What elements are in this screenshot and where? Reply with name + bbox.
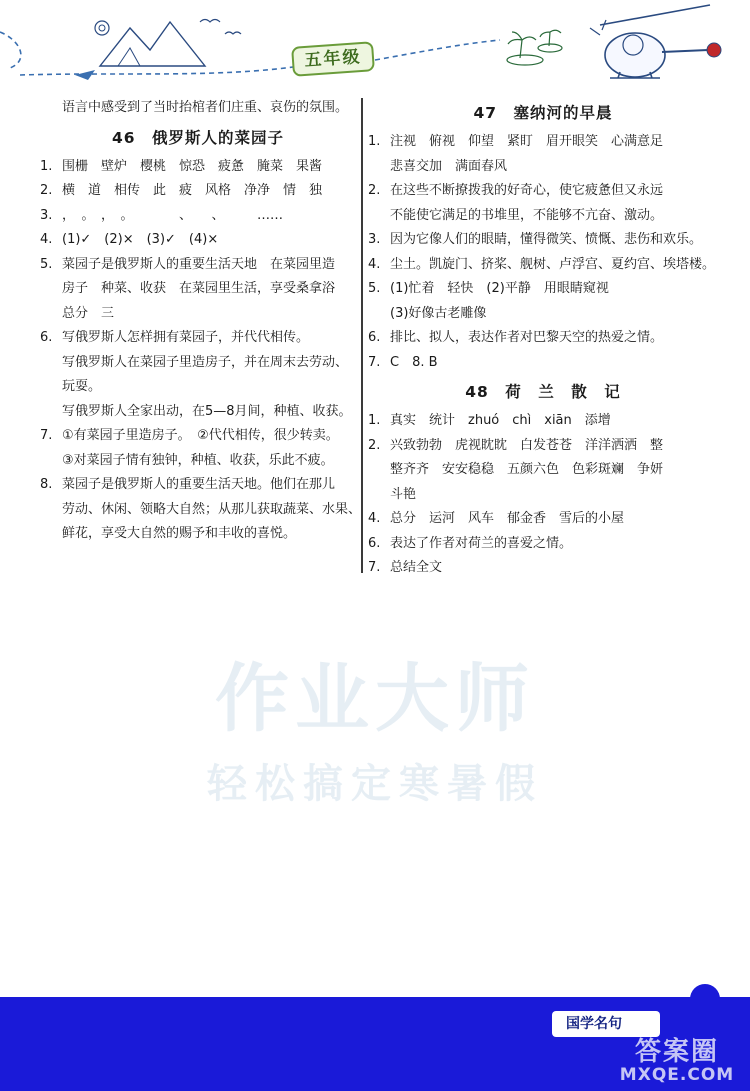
page-header (0, 0, 750, 95)
answer-number: 1. (368, 134, 381, 149)
answer-text: 写俄罗斯人全家出动，在5—8月间，种植、收获。 (62, 403, 352, 419)
section-47-answers (368, 130, 718, 375)
answer-text: 兴致勃勃 虎视眈眈 白发苍苍 洋洋洒洒 整 (390, 437, 664, 453)
answer-text: 写俄罗斯人怎样拥有菜园子，并代代相传。 (62, 330, 310, 345)
answer-text: ①有菜园子里造房子。 ②代代相传，很少转卖。 (62, 428, 339, 443)
answer-line (40, 277, 356, 302)
answer-line (368, 155, 718, 180)
answer-number: 3. (40, 207, 53, 223)
answer-number: 1. (368, 413, 381, 428)
answer-number: 4. (40, 232, 53, 247)
footer-tab-guoxue: 国学名句 (552, 1011, 660, 1037)
answer-text: 菜园子是俄罗斯人的重要生活天地 在菜园里造 (62, 256, 336, 272)
answer-line (368, 507, 718, 532)
answer-number: 3. (368, 232, 381, 247)
answer-line (368, 483, 718, 508)
section-48-answers (368, 409, 718, 581)
sun-icon (95, 21, 109, 35)
answer-line (40, 155, 356, 180)
answer-text: 总分 三 (62, 305, 115, 321)
answer-text: 排比、拟人，表达作者对巴黎天空的热爱之情。 (390, 330, 664, 345)
answer-line (40, 522, 356, 547)
answer-line (368, 253, 718, 278)
answer-line (40, 204, 356, 229)
answer-text: 总结全文 (390, 560, 443, 575)
answer-line (40, 228, 356, 253)
site-logo-text: 答案圈 (634, 1037, 719, 1067)
mountain-icon (100, 22, 205, 66)
answer-line (368, 434, 718, 459)
answer-text: 在这些不断撩拨我的好奇心，使它疲惫但又永远 (390, 183, 664, 198)
answer-number: 5. (40, 256, 53, 272)
section-47-title: 47 塞纳河的早晨 (473, 104, 613, 122)
answer-line (368, 204, 718, 229)
answer-text: 因为它像人们的眼睛，懂得微笑、愤慨、悲伤和欢乐。 (390, 232, 703, 247)
answer-number: 2. (368, 437, 381, 453)
answer-line (40, 179, 356, 204)
answer-text: 斗艳 (390, 486, 417, 502)
answer-text: 总分 运河 风车 郁金香 雪后的小屋 (390, 511, 625, 526)
answer-text: 劳动、休闲、领略大自然；从那儿获取蔬菜、水果、 (62, 501, 362, 517)
answer-line (40, 498, 362, 523)
answer-number: 2. (40, 183, 53, 198)
answer-line (368, 458, 718, 483)
answer-text: 菜园子是俄罗斯人的重要生活天地。他们在那儿 (62, 477, 336, 492)
answer-text: 悲喜交加 满面春风 (390, 158, 508, 174)
footer-ornament (690, 984, 720, 1014)
answer-line (368, 326, 718, 351)
answer-number: 4. (368, 511, 381, 526)
answer-number: 6. (368, 330, 381, 345)
answer-number: 1. (40, 158, 53, 174)
answer-text: C 8. B (390, 354, 438, 370)
site-logo (612, 1038, 742, 1086)
answer-number: 7. (368, 354, 381, 370)
palm-island-icon (507, 30, 562, 65)
answer-number: 5. (368, 281, 381, 296)
answer-text: 横 道 相传 此 疲 风格 净净 情 独 (62, 183, 323, 198)
answer-line (40, 253, 356, 278)
answer-text: 玩耍。 (62, 379, 102, 394)
answer-text: 围栅 壁炉 樱桃 惊恐 疲惫 腌菜 果酱 (62, 158, 323, 174)
left-column (40, 96, 362, 547)
answer-line (40, 424, 356, 449)
answer-text: (1)忙着 轻快 (2)平静 用眼睛窥视 (390, 281, 609, 296)
answer-text: 鲜花，享受大自然的赐予和丰收的喜悦。 (62, 526, 297, 541)
answer-line (368, 409, 718, 434)
answer-number: 2. (368, 183, 381, 198)
answer-text: 整齐齐 安安稳稳 五颜六色 色彩斑斓 争妍 (390, 462, 664, 477)
section-46-title: 46 俄罗斯人的菜园子 (111, 128, 285, 147)
bird-icon (200, 20, 241, 35)
answer-text: 真实 统计 zhuó chì xiān 添增 (390, 413, 611, 428)
arrow-icon (75, 70, 95, 80)
answer-text: ③对菜园子情有独钟，种植、收获，乐此不疲。 (62, 452, 334, 468)
answer-line (368, 351, 718, 376)
answer-text: 写俄罗斯人在菜园子里造房子，并在周末去劳动、 (62, 354, 349, 370)
answer-text: 不能使它满足的书堆里，不能够不亢奋、激动。 (390, 207, 664, 223)
answer-text: (1)✓ (2)× (3)✓ (4)× (62, 232, 219, 247)
header-decoration (0, 0, 750, 95)
answer-number: 8. (40, 477, 53, 492)
answer-text: 尘土。凯旋门、挤桨、舰树、卢浮宫、夏约宫、埃塔楼。 (390, 256, 716, 272)
answer-line (40, 400, 356, 425)
answer-text: (3)好像古老雕像 (390, 305, 487, 321)
answer-line (368, 556, 718, 581)
answer-text: 表达了作者对荷兰的喜爱之情。 (390, 535, 573, 551)
answer-text: 注视 俯视 仰望 紧盯 眉开眼笑 心满意足 (390, 134, 664, 149)
answer-text: ， 。 ， 。 、 、 …… (62, 207, 284, 223)
answer-line (40, 473, 356, 498)
helicopter-icon (590, 5, 721, 78)
answer-line (368, 302, 718, 327)
answer-line (40, 351, 356, 376)
watermark-slogan: 轻松搞定寒暑假 (207, 760, 543, 807)
answer-line (368, 532, 718, 557)
answer-number: 6. (368, 535, 381, 551)
answer-number: 7. (40, 428, 53, 443)
answer-text: 房子 种菜、收获 在菜园里生活，享受桑拿浴 (62, 281, 336, 296)
answer-line (40, 326, 356, 351)
answer-line (368, 228, 718, 253)
watermark-brand: 作业大师 (215, 656, 535, 742)
answer-line (40, 302, 356, 327)
right-column (368, 96, 718, 581)
answer-line (368, 130, 718, 155)
section-46-answers (40, 155, 362, 547)
answer-line (368, 277, 718, 302)
grade-badge: 五年级 (291, 41, 375, 77)
column-divider (361, 98, 363, 573)
answer-line (368, 179, 718, 204)
answer-number: 4. (368, 256, 381, 272)
answer-line (40, 449, 356, 474)
answer-number: 6. (40, 330, 53, 345)
answer-number: 7. (368, 560, 381, 575)
intro-line: 语言中感受到了当时抬棺者们庄重、哀伤的氛围。 (62, 100, 349, 115)
section-48-title: 48 荷 兰 散 记 (465, 383, 621, 401)
site-logo-domain: MXQE.COM (619, 1065, 735, 1085)
answer-line (40, 375, 356, 400)
